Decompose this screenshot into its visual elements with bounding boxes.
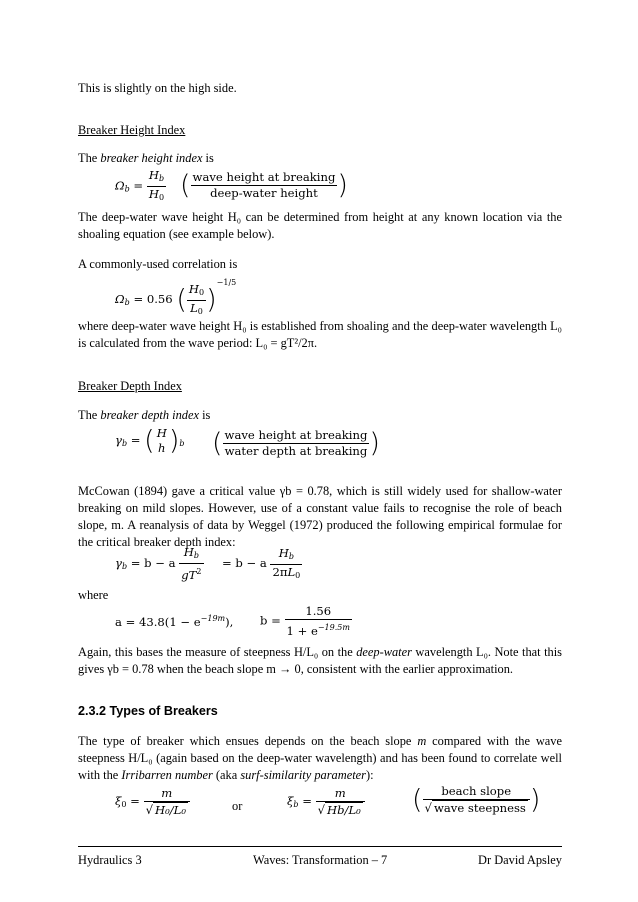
equation-coefficient-b: b = $\frac{1.56}{1 + e^{-19.5m}}$ xyxy=(260,604,350,638)
paragraph-height-index-intro: The breaker height index is xyxy=(78,151,214,165)
equation-breaker-note: ( $\frac{\text{beach slope}}{\text{√ wave steepness}}$ ) xyxy=(412,784,541,816)
paragraph-deep-water-height: The deep-water wave height H₀ can be determined from height at any known location via the shoaling equation (see example below). xyxy=(78,210,562,241)
paragraph-depth-index-intro: The breaker depth index is xyxy=(78,408,211,422)
equation-coefficient-a: $a = 43.8(1 - e^{-19m})$, xyxy=(115,614,234,629)
equation-xi-b: $\xi_b$ = $\frac{m}{\text{√ Hb/L₀}}$ xyxy=(287,786,365,818)
page-footer xyxy=(78,846,562,871)
equation-depth-note: ( $\frac{\text{wave height at breaking}}{\text{water depth at breaking}}$ ) xyxy=(212,428,380,459)
section-heading-breaker-depth: Breaker Depth Index xyxy=(78,379,182,393)
footer-author: Dr David Apsley xyxy=(478,853,562,867)
intro-text: This is slightly on the high side. xyxy=(78,81,237,95)
where-label: where xyxy=(78,588,109,602)
footer-course: Hydraulics 3 xyxy=(78,853,142,867)
equation-breaker-depth-index: $\gamma_b$ = ( H h )$_b$ xyxy=(115,425,185,457)
paragraph-irribarren: The type of breaker which ensues depends on the beach slope m compared with the wave steepness H/L₀ (again based on the deep-water wavelength) and has been found to correlate well with the Irribarren number (aka surf-similarity parameter): xyxy=(78,734,562,782)
footer-page-title: Waves: Transformation – 7 xyxy=(253,853,388,867)
section-heading-types-of-breakers: 2.3.2 Types of Breakers xyxy=(78,704,218,718)
equation-xi-zero: $\xi_0$ = $\frac{m}{\text{√ H₀/L₀}}$ xyxy=(115,786,190,818)
section-heading-breaker-height: Breaker Height Index xyxy=(78,123,186,137)
or-label: or xyxy=(232,799,243,813)
equation-weggel: $\gamma_b = b - a$ $\frac{H_b}{gT^2}$ = b − a $\frac{H_b}{2\pi L_0}$ xyxy=(115,545,301,582)
equation-height-correlation: $\Omega_b = 0.56$ ( $\frac{H_0}{L_0}$ )$^{-1/5}$ xyxy=(115,278,237,316)
paragraph-steepness-note: Again, this bases the measure of steepness H/L₀ on the deep-water wavelength L₀. Note that this gives γb = 0.78 when the beach slope m → 0, consistent with the earlier approximation. xyxy=(78,645,562,676)
paragraph-deep-water-wavelength: where deep-water wave height H₀ is established from shoaling and the deep-water wavelength L₀ is calculated from the wave period: L₀ = gT²/2π. xyxy=(78,319,562,350)
equation-height-note: ( $\frac{\text{wave height at breaking}}{\text{deep-water height}}$ ) xyxy=(180,170,348,201)
paragraph-correlation-intro: A commonly-used correlation is xyxy=(78,257,238,271)
equation-breaker-height-index: $\Omega_b$ = $\frac{H_b}{H_0}$ xyxy=(115,168,165,202)
paragraph-mccowan: McCowan (1894) gave a critical value γb = 0.78, which is still widely used for shallow-water breaking on mild slopes. However, use of a constant value fails to recognise the role of beach slope, m. A reanalysis of data by Weggel (1972) produced the following empirical formulae for the critical breaker depth index: xyxy=(78,484,562,549)
